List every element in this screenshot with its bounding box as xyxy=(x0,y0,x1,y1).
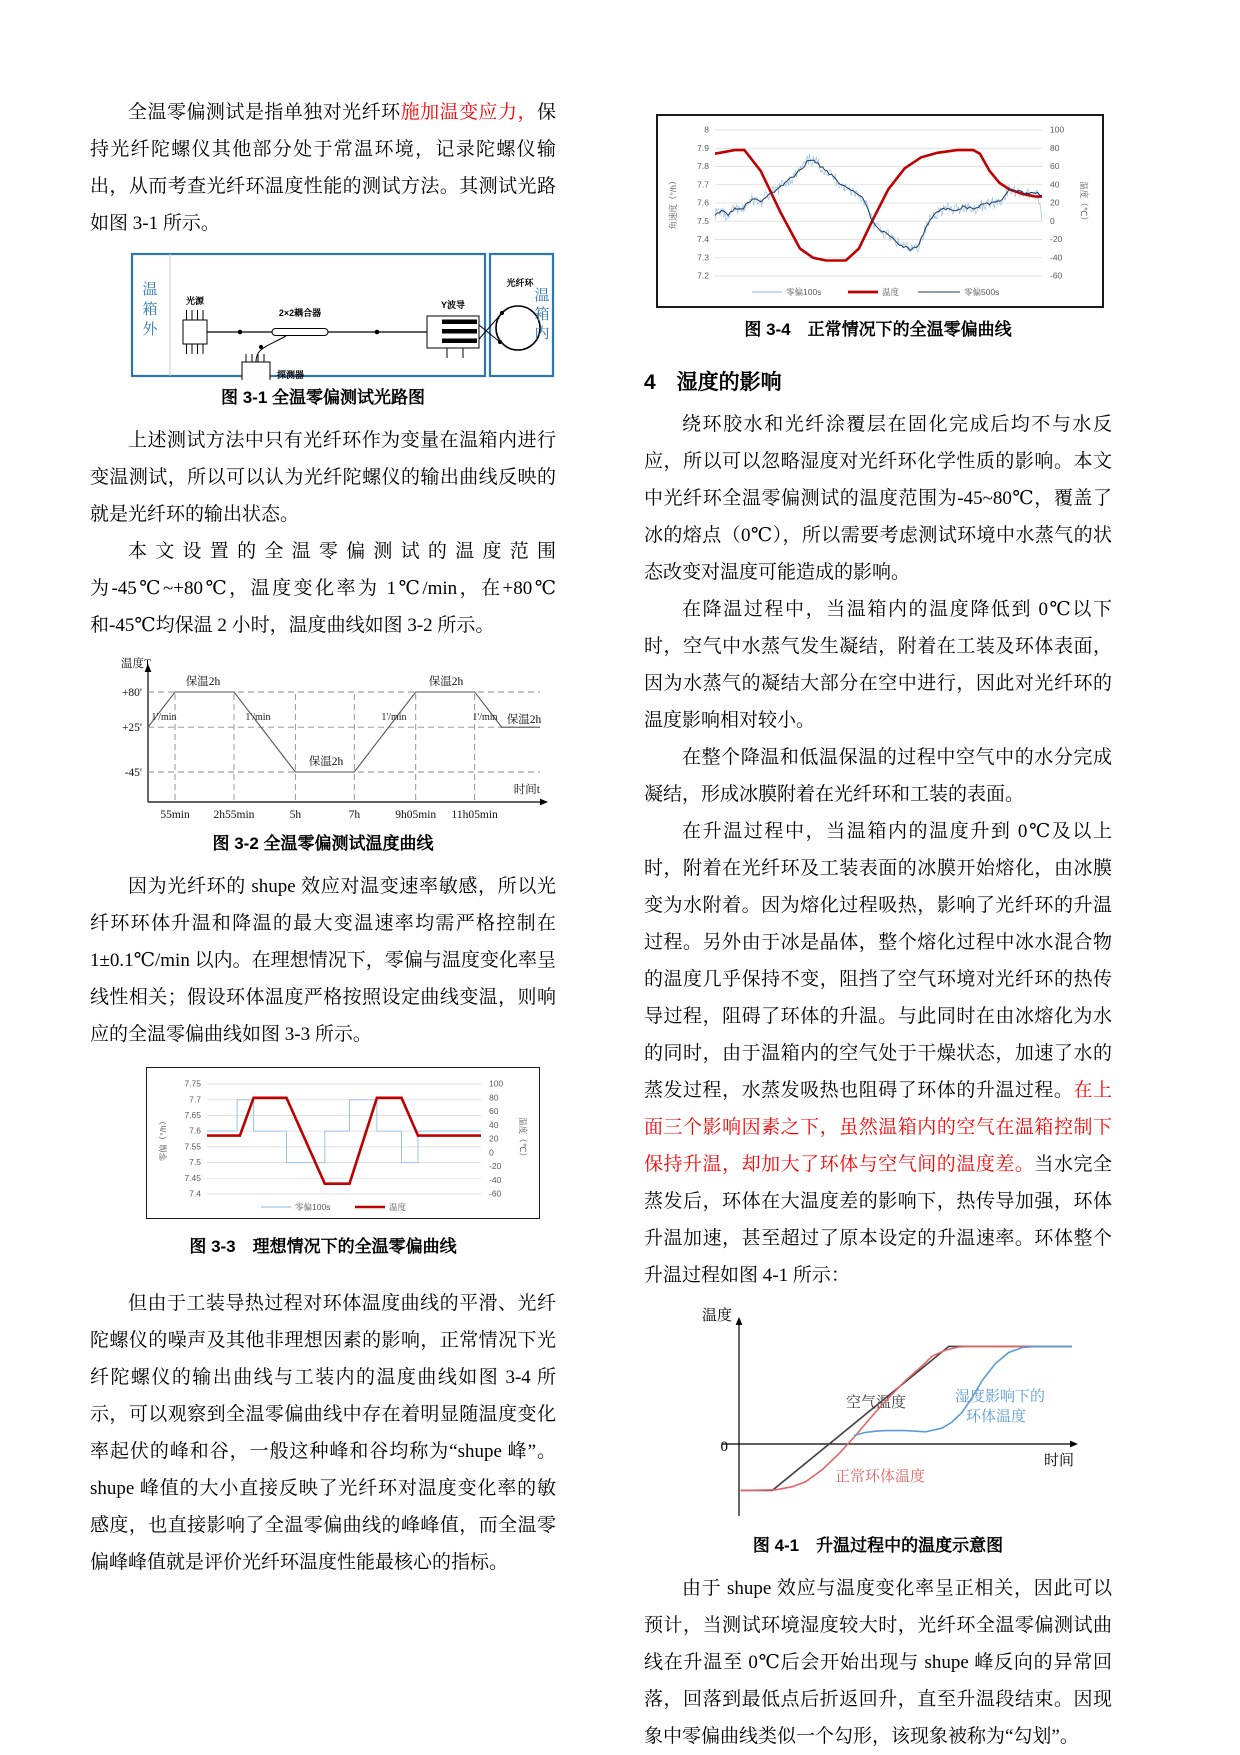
series-温度 xyxy=(207,1098,481,1184)
right-tick: -40 xyxy=(1050,252,1063,263)
fiber-coil-circle xyxy=(496,306,540,350)
left-tick: 7.45 xyxy=(184,1172,201,1183)
right-axis-title: 温度（℃） xyxy=(1079,181,1089,225)
x-tick: 9h05min xyxy=(395,809,437,821)
paragraph: 绕环胶水和光纤涂覆层在固化完成后均不与水反应，所以可以忽略湿度对光纤环化学性质的影响。本文中光纤环全温零偏测试的温度范围为-45~80℃，覆盖了冰的熔点（0℃），所以需要考虑测试环境中水蒸气的状态改变对温度可能造成的影响。 xyxy=(644,414,1112,583)
x-axis-title: 时间 xyxy=(1043,1453,1074,1469)
x-tick: 11h05min xyxy=(451,809,498,821)
x-tick: 2h55min xyxy=(213,809,255,821)
y-waveguide-label: Y波导 xyxy=(440,300,466,310)
figure-3-4 xyxy=(644,114,1112,342)
right-tick: 20 xyxy=(1050,197,1060,208)
figure-3-4-caption: 图 3-4 正常情况下的全温零偏曲线 xyxy=(744,320,1012,339)
left-tick: 7.75 xyxy=(184,1078,201,1089)
rate-label: 1'/min xyxy=(151,712,177,723)
air-temp-label: 空气温度 xyxy=(845,1395,907,1411)
chamber-inside-label: 温 xyxy=(534,288,550,304)
right-tick: -40 xyxy=(489,1174,502,1185)
paragraph-intro xyxy=(90,94,556,242)
text-run: 在升温过程中，当温箱内的温度升到 0℃及以上时，附着在光纤环及工装表面的冰膜开始熔化，由冰膜变为水附着。因为熔化过程吸热，影响了光纤环的升温过程。另外由于冰是晶体，整个熔化过程中冰水混合物的温度几乎保持不变，阻挡了空气环境对光纤环的热传导过程，阻碍了环体的升温。与此同时在由冰熔化为水的同时，由于温箱内的空气处于干燥状态，加速了水的蒸发过程，水蒸发吸热也阻碍了环体的升温过程。 xyxy=(644,821,1112,1101)
figure-3-2-caption: 图 3-2 全温零偏测试温度曲线 xyxy=(212,834,434,853)
right-tick: 0 xyxy=(489,1147,494,1158)
normal-bias-chart xyxy=(660,118,1096,304)
left-tick: 7.55 xyxy=(184,1141,201,1152)
detector-box xyxy=(242,362,270,380)
rate-label: 1'/min xyxy=(381,712,407,723)
legend-label: 零偏100s xyxy=(295,1202,331,1212)
x-axis-title: 时间t xyxy=(513,784,540,796)
splice-dot xyxy=(259,345,263,349)
right-tick: -20 xyxy=(489,1161,502,1172)
x-axis-arrow xyxy=(1070,1441,1078,1448)
right-tick: -60 xyxy=(1050,270,1063,281)
left-tick: 7.65 xyxy=(184,1110,201,1121)
chamber-inside-label: 内 xyxy=(534,326,550,342)
humid-coil-temp-label-2: 环体温度 xyxy=(965,1409,1027,1425)
figure-3-3-frame xyxy=(146,1067,540,1219)
left-tick: 7.9 xyxy=(697,142,709,153)
right-tick: 40 xyxy=(489,1119,499,1130)
highlighted-text: 施加温变应力， xyxy=(400,102,537,123)
y-tick: -45' xyxy=(124,767,142,779)
right-tick: 40 xyxy=(1050,179,1060,190)
left-axis-title: 零偏（°/h） xyxy=(158,1116,168,1162)
figure-3-4-frame xyxy=(656,114,1104,308)
left-tick: 8 xyxy=(704,124,709,135)
splice-dot xyxy=(238,330,243,335)
right-tick: 0 xyxy=(1050,215,1055,226)
y-tick: +25' xyxy=(121,722,142,735)
y-axis-title: 温度 xyxy=(701,1308,732,1324)
right-axis-title: 温度（℃） xyxy=(518,1117,528,1161)
right-tick: 60 xyxy=(1050,161,1060,172)
right-tick: 20 xyxy=(489,1133,499,1144)
temperature-profile-chart xyxy=(90,654,556,826)
paragraph: 在降温过程中，当温箱内的温度降低到 0℃以下时，空气中水蒸气发生凝结，附着在工装及环体表面，因为水蒸气的凝结大部分在空中进行，因此对光纤环的温度影响相对较小。 xyxy=(644,599,1112,731)
right-tick: 60 xyxy=(489,1106,499,1117)
left-tick: 7.7 xyxy=(697,179,709,190)
y-tick: +80' xyxy=(121,687,142,699)
left-tick: 7.8 xyxy=(697,161,709,172)
legend-label: 零偏100s xyxy=(786,287,822,297)
figure-4-1-caption: 图 4-1 升温过程中的温度示意图 xyxy=(752,1536,1004,1555)
chamber-inside-label: 箱 xyxy=(534,307,550,323)
left-tick: 7.4 xyxy=(697,234,709,245)
light-source-label: 光源 xyxy=(185,296,205,306)
hold-label: 保温2h xyxy=(428,676,464,688)
legend-label: 温度 xyxy=(389,1202,407,1212)
right-tick: -60 xyxy=(489,1188,502,1199)
right-tick: 80 xyxy=(489,1092,499,1103)
heating-schematic-chart xyxy=(644,1304,1104,1528)
normal-coil-temp-label: 正常环体温度 xyxy=(834,1469,926,1485)
coupler-label: 2×2耦合器 xyxy=(278,308,322,318)
rate-label: 1'/min xyxy=(472,712,498,723)
chamber-outside-label: 箱 xyxy=(142,302,158,318)
light-source-box xyxy=(183,320,207,344)
text-run: 当水完全蒸发后，环体在大温度差的影响下，热传导加强，环体升温加速，甚至超过了原本设定的升温速率。环体整个升温过程如图 4-1 所示： xyxy=(644,1154,1112,1286)
detector-label: 探测器 xyxy=(277,370,305,380)
y-waveguide-electrodes xyxy=(442,320,477,344)
humid-coil-temp-label-1: 湿度影响下的 xyxy=(954,1389,1046,1405)
figure-3-3 xyxy=(90,1067,556,1259)
section-heading: 4 湿度的影响 xyxy=(644,371,782,394)
x-tick: 5h xyxy=(289,809,302,821)
paragraph: 上述测试方法中只有光纤环作为变量在温箱内进行变温测试，所以可以认为光纤陀螺仪的输出曲线反映的就是光纤环的输出状态。 xyxy=(90,430,556,525)
figure-3-1-caption: 图 3-1 全温零偏测试光路图 xyxy=(220,388,426,407)
paragraph: 在整个降温和低温保温的过程中空气中的水分完成凝结，形成冰膜附着在光纤环和工装的表面。 xyxy=(644,747,1112,805)
left-tick: 7.6 xyxy=(697,197,709,208)
legend-label: 温度 xyxy=(882,287,900,297)
right-column xyxy=(644,96,1112,1755)
coupler-box xyxy=(272,329,328,336)
y-axis-arrow xyxy=(736,1317,743,1325)
hold-label: 保温2h xyxy=(308,756,344,768)
figure-3-2 xyxy=(90,654,556,856)
figure-3-1 xyxy=(90,252,556,410)
text-run: 保持光纤陀螺仪其他部分处于常温环境，记录陀螺仪输出，从而考查光纤环温度性能的测试方法。其测试光路如图 3-1 所示。 xyxy=(90,102,556,234)
figure-3-3-caption: 图 3-3 理想情况下的全温零偏曲线 xyxy=(189,1237,457,1256)
paragraph: 本文设置的全温零偏测试的温度范围为-45℃~+80℃，温度变化率为 1℃/min，在+80℃和-45℃均保温 2 小时，温度曲线如图 3-2 所示。 xyxy=(90,541,556,636)
left-tick: 7.4 xyxy=(189,1188,201,1199)
fiber-coil-label: 光纤环 xyxy=(506,278,534,288)
x-axis-arrow xyxy=(540,799,548,806)
hold-label: 保温2h xyxy=(506,714,542,726)
left-tick: 7.2 xyxy=(697,270,709,281)
hold-label: 保温2h xyxy=(185,676,221,688)
left-tick: 7.5 xyxy=(697,215,709,226)
figure-4-1 xyxy=(644,1304,1112,1558)
origin-label: 0 xyxy=(720,1439,728,1455)
x-tick: 7h xyxy=(348,809,361,821)
paragraph: 因为光纤环的 shupe 效应对温变速率敏感，所以光纤环环体升温和降温的最大变温速率均需严格控制在 1±0.1℃/min 以内。在理想情况下，零偏与温度变化率呈线性相关；假设环体温度严格按照设定曲线变温，则响应的全温零偏曲线如图 3-3 所示。 xyxy=(90,876,556,1045)
left-axis-title: 角速度（°/h） xyxy=(668,176,678,230)
left-tick: 7.3 xyxy=(697,252,709,263)
x-tick: 55min xyxy=(160,809,190,821)
right-tick: 80 xyxy=(1050,142,1060,153)
left-tick: 7.6 xyxy=(189,1125,201,1136)
left-tick: 7.7 xyxy=(189,1094,201,1105)
right-tick: 100 xyxy=(1050,124,1065,135)
text-run: 全温零偏测试是指单独对光纤环 xyxy=(128,102,401,123)
temp-profile-line xyxy=(148,692,540,772)
left-tick: 7.5 xyxy=(189,1157,201,1168)
chamber-outside-label: 温 xyxy=(142,282,158,298)
paragraph: 由于 shupe 效应与温度变化率呈正相关，因此可以预计，当测试环境湿度较大时，光纤环全温零偏测试曲线在升温至 0℃后会开始出现与 shupe 峰反向的异常回落，回落到最低点后折返回升，直至升温段结束。因现象中零偏曲线类似一个勾形，该现象被称为“勾划”。 xyxy=(644,1578,1112,1747)
right-tick: 100 xyxy=(489,1078,504,1089)
ideal-bias-chart xyxy=(149,1070,535,1216)
y-waveguide-legs xyxy=(447,348,463,358)
paragraph: 但由于工装导热过程对环体温度曲线的平滑、光纤陀螺仪的噪声及其他非理想因素的影响，正常情况下光纤陀螺仪的输出曲线与工装内的温度曲线如图 3-4 所示，可以观察到全温零偏曲线中存在着明显随温度变化率起伏的峰和谷，一般这种峰和谷均称为“shupe 峰”。shupe 峰值的大小直接反映了光纤环对温度变化率的敏感度，也直接影响了全温零偏曲线的峰峰值，而全温零偏峰峰值就是评价光纤环温度性能最核心的指标。 xyxy=(90,1293,556,1573)
y-axis-title: 温度T xyxy=(120,658,152,670)
splice-dot xyxy=(375,330,380,335)
chamber-outside-label: 外 xyxy=(142,322,158,338)
legend-label: 零偏500s xyxy=(964,287,1000,297)
paragraph-with-highlight xyxy=(644,813,1112,1294)
right-tick: -20 xyxy=(1050,234,1063,245)
optical-path-diagram xyxy=(90,252,556,380)
rate-label: 1'/min xyxy=(245,712,271,723)
left-column xyxy=(90,94,556,1581)
highlighted-text: 在上面三个影响因素之下，虽然温箱内的空气在温箱控制下保持升温，却加大了环体与空气间的温度差。 xyxy=(644,1080,1112,1175)
